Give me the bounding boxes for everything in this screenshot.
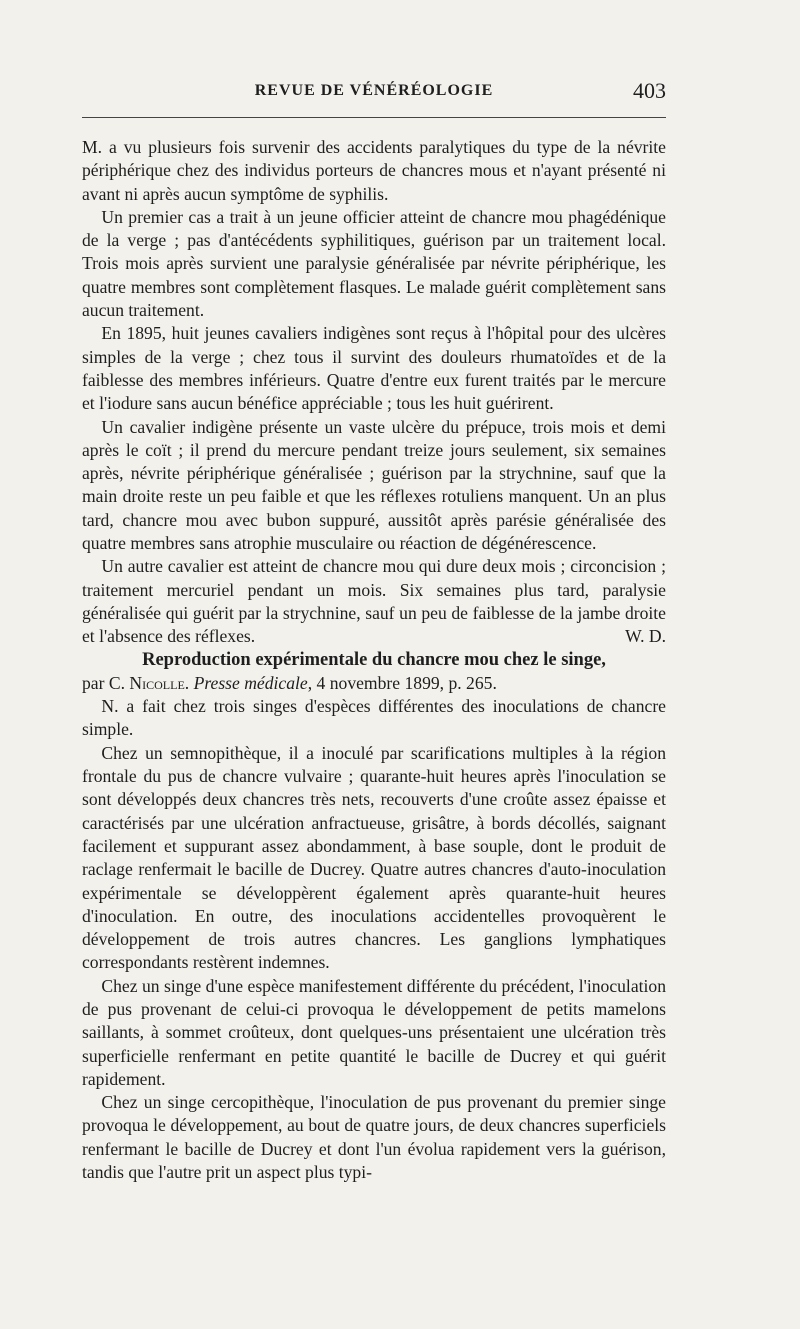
paragraph-text: Un autre cavalier est atteint de chancre mou qui dure deux mois ; circoncision ; traitement mercuriel pendant un mois. Six semaines plus tard, paralysie généralisée qui guérit par la strychnine, sauf un peu de faiblesse de la jambe droite et l'absence des réflexes. bbox=[82, 556, 666, 647]
paragraph: Chez un singe cercopithèque, l'inoculation de pus provenant du premier singe provoqua le développement, au bout de quatre jours, de deux chancres superficiels renfermant le bacille de Ducrey et dont l'un évolua rapidement vers la guérison, tandis que l'autre prit un aspect plus typi- bbox=[82, 1092, 666, 1183]
paragraph: M. a vu plusieurs fois survenir des accidents paralytiques du type de la névrite périphérique chez des individus porteurs de chancres mous et n'ayant présenté ni avant ni après aucun symptôme de syphilis. bbox=[82, 137, 666, 204]
header-rule bbox=[82, 117, 666, 118]
paragraph: Chez un singe d'une espèce manifestement différente du précédent, l'inoculation de pus provenant de celui-ci provoqua le développement de petits mamelons saillants, à sommet croûteux, dont quelques-uns présentaient une ulcération très superficielle renfermant en petite quantité le bacille de Ducrey et qui guérit rapidement. bbox=[82, 975, 666, 1089]
signature: W. D. bbox=[625, 626, 666, 647]
paragraph: Un premier cas a trait à un jeune officier atteint de chancre mou phagédénique de la verge ; pas d'antécédents syphilitiques, guérison par un traitement local. Trois mois après survient une paralysie généralisée par névrite périphérique, les quatre membres sont complètement flasques. Le malade guérit complètement sans aucun traitement. bbox=[82, 206, 666, 321]
body-text bbox=[82, 136, 666, 1184]
citation-prefix: par C. bbox=[82, 672, 130, 693]
paragraph-with-signature bbox=[82, 555, 666, 648]
paragraph: En 1895, huit jeunes cavaliers indigènes sont reçus à l'hôpital pour des ulcères simples de la verge ; chez tous il survint des douleurs rhumatoïdes et de la faiblesse des membres inférieurs. Quatre d'entre eux furent traités par le mercure et l'iodure sans aucun bénéfice appréciable ; tous les huit guérirent. bbox=[82, 323, 666, 414]
citation-details: , 4 novembre 1899, p. 265. bbox=[307, 672, 497, 693]
citation-author: Nicolle bbox=[129, 672, 185, 693]
paragraph: N. a fait chez trois singes d'espèces différentes des inoculations de chancre simple. bbox=[82, 696, 666, 740]
running-title: REVUE DE VÉNÉRÉOLOGIE bbox=[254, 82, 494, 99]
page-header bbox=[82, 78, 666, 118]
paragraph: Chez un semnopithèque, il a inoculé par scarifications multiples à la région frontale du pus de chancre vulvaire ; quarante-huit heures après l'inoculation se sont développés deux chancres très nets, recouverts d'une croûte assez épaisse et caractérisés par une ulcération anfractueuse, grisâtre, à bords décollés, saignant facilement et suppurant assez abondamment, à base souple, dont le produit de raclage renfermait le bacille de Ducrey. Quatre autres chancres d'auto-inoculation expérimentale se développèrent également après quarante-huit heures d'inoculation. En outre, des inoculations accidentelles provoquèrent le développement de trois autres chancres. Les ganglions lymphatiques correspondants restèrent indemnes. bbox=[82, 742, 666, 973]
citation-separator: . bbox=[184, 672, 194, 693]
page-number: 403 bbox=[633, 78, 666, 103]
paragraph: Un cavalier indigène présente un vaste ulcère du prépuce, trois mois et demi après le coït ; il prend du mercure pendant treize jours seulement, six semaines après, névrite périphérique généralisée ; guérison par la strychnine, sauf que la main droite reste un peu faible et que les réflexes rotuliens manquent. Un an plus tard, chancre mou avec bubon suppuré, aussitôt après parésie généralisée des quatre membres sans atrophie musculaire ou réaction de dégénérescence. bbox=[82, 416, 666, 554]
section-title: Reproduction expérimentale du chancre mou chez le singe, bbox=[142, 649, 606, 670]
citation-journal: Presse médicale bbox=[193, 672, 308, 693]
citation bbox=[82, 672, 666, 695]
